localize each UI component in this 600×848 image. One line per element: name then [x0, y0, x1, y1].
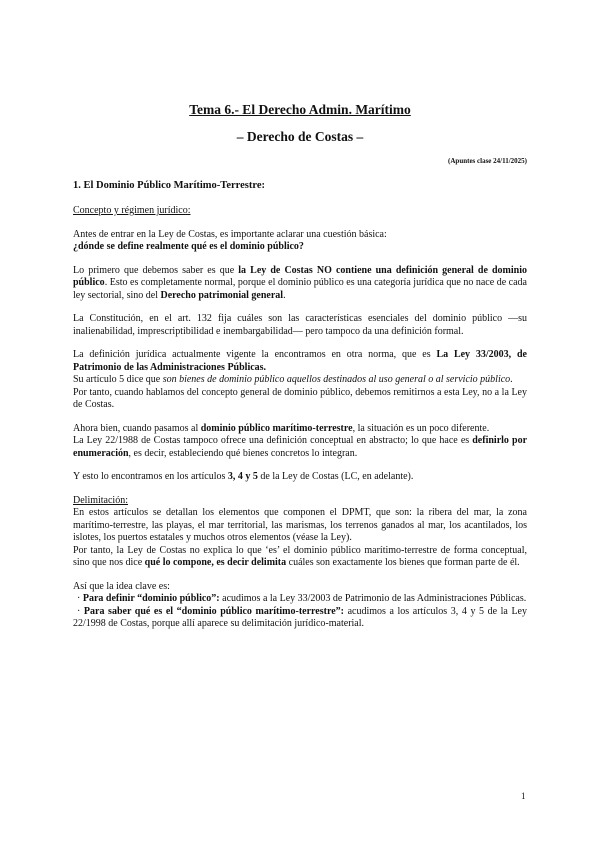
key-question: ¿dónde se define realmente qué es el dominio público? — [73, 241, 304, 252]
section-heading: 1. El Dominio Público Marítimo-Terrestre: — [73, 180, 265, 191]
paragraph-7: En estos artículos se detallan los elementos que componen el DPMT, que son: la ribera del mar, la zona marítimo-terrestre, las playas, el mar territorial, las marismas, los terrenos ganados al mar, los acantilados, los islotes, los puertos estatales y muchos otros elementos (véase la Ley). Por tanto, la Ley de Costas no explica lo que ‘es’ el dominio público marítimo-terrestre de forma conceptual, sino que nos dice qué lo compone, es decir delimita cuáles son exactamente los bienes que forman parte de él. — [73, 507, 527, 568]
paragraph-2: Lo primero que debemos saber es que la Ley de Costas NO contiene una definición general de dominio público. Esto es completamente normal, porque el dominio público es una categoría jurídica que no nace de cada ley sectorial, sino del Derecho patrimonial general. — [73, 264, 527, 301]
bullet-1: · Para definir “dominio público”: acudimos a la Ley 33/2003 de Patrimonio de las Administraciones Públicas. — [77, 593, 527, 604]
paragraph-3: La Constitución, en el art. 132 fija cuáles son las características esenciales del dominio público —su inalienabilidad, imprescriptibilidad e inembargabilidad— pero tampoco da una definición formal. — [73, 313, 527, 337]
page-number: 1 — [521, 791, 526, 801]
page-title: Tema 6.- El Derecho Admin. Marítimo — [189, 102, 411, 117]
paragraph-1: Antes de entrar en la Ley de Costas, es importante aclarar una cuestión básica: ¿dónde se define realmente qué es el dominio público? — [73, 228, 387, 252]
subheading-concepto: Concepto y régimen jurídico: — [73, 205, 191, 216]
paragraph-8: Así que la idea clave es: · Para definir “dominio público”: acudimos a la Ley 33/2003 de Patrimonio de las Administraciones Públicas. · Para saber qué es el “dominio público marítimo-terrestre”: acudimos a los artículos 3, 4 y 5 de la Ley 22/1998 de Costas, porque allí aparece su delimitación jurídico-material. — [73, 580, 527, 629]
page-subtitle: – Derecho de Costas – — [236, 129, 364, 144]
bullet-2: · Para saber qué es el “dominio público marítimo-terrestre”: acudimos a los artículos 3, 4 y 5 de la Ley 22/1998 de Costas, porque allí aparece su delimitación jurídico-material. — [73, 605, 527, 629]
subheading-delimitacion: Delimitación: — [73, 494, 128, 506]
document-body — [73, 205, 527, 642]
paragraph-4: La definición jurídica actualmente vigente la encontramos en otra norma, que es La Ley 33/2003, de Patrimonio de las Administraciones Públicas. Su artículo 5 dice que son bienes de dominio público aquellos destinados al uso general o al servicio público. Por tanto, cuando hablamos del concepto general de dominio público, debemos remitirnos a esta Ley, no a la Ley de Costas. — [73, 349, 528, 410]
date-note: (Apuntes clase 24/11/2025) — [448, 157, 527, 165]
paragraph-6: Y esto lo encontramos en los artículos 3, 4 y 5 de la Ley de Costas (LC, en adelante). — [73, 471, 414, 482]
paragraph-5: Ahora bien, cuando pasamos al dominio público marítimo-terrestre, la situación es un poco diferente. La Ley 22/1988 de Costas tampoco ofrece una definición conceptual en abstracto; lo que hace es definirlo por enumeración, es decir, estableciendo qué bienes concretos lo integran. — [73, 422, 528, 459]
